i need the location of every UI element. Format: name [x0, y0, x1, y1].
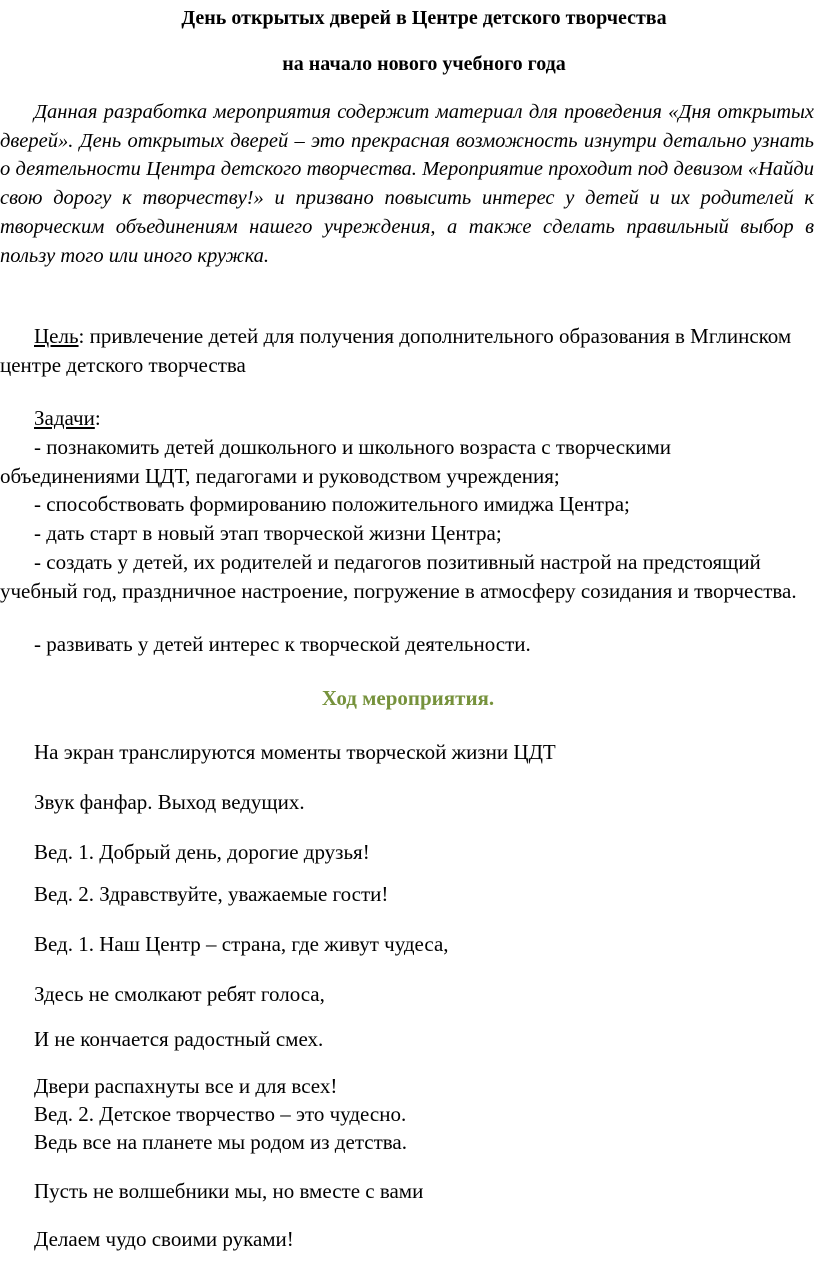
- goal-label: Цель: [34, 324, 79, 348]
- script-line: Вед. 2. Здравствуйте, уважаемые гости!: [34, 882, 389, 906]
- section-title: Ход мероприятия.: [321, 686, 495, 710]
- script-line: Здесь не смолкают ребят голоса,: [34, 982, 325, 1006]
- script-line: Вед. 1. Добрый день, дорогие друзья!: [34, 840, 370, 864]
- goal-text: : привлечение детей для получения дополнительного образования в Мглинском центре детского творчества: [0, 324, 792, 377]
- tasks-colon: :: [94, 406, 101, 430]
- intro-paragraph: Данная разработка мероприятия содержит материал для проведения «Дня открытых дверей». День открытых дверей – это прекрасная возможность изнутри детально узнать о деятельности Центра детского творчества. Мероприятие проходит под девизом «Найди свою дорогу к творчеству!» и призвано повысить интерес у детей и их родителей к творческим объединениям нашего учреждения, а также сделать правильный выбор в пользу того или иного кружка.: [0, 101, 814, 267]
- task-item: - создать у детей, их родителей и педагогов позитивный настрой на предстоящий учебный год, праздничное настроение, погружение в атмосферу созидания и творчества.: [0, 550, 797, 603]
- script-line: И не кончается радостный смех.: [34, 1027, 324, 1051]
- document-title-line-1: День открытых дверей в Центре детского творчества: [181, 7, 667, 29]
- task-item: - познакомить детей дошкольного и школьного возраста с творческими объединениями ЦДТ, педагогами и руководством учреждения;: [0, 435, 672, 488]
- script-line: Ведь все на планете мы родом из детства.: [34, 1130, 407, 1154]
- script-line: Пусть не волшебники мы, но вместе с вами: [34, 1179, 424, 1203]
- script-line: Вед. 2. Детское творчество – это чудесно.: [34, 1102, 407, 1126]
- task-item: - способствовать формированию положительного имиджа Центра;: [34, 492, 630, 516]
- goal-paragraph: [0, 322, 814, 379]
- script-line: Вед. 1. Наш Центр – страна, где живут чудеса,: [34, 932, 449, 956]
- document-title-line-2: на начало нового учебного года: [282, 53, 566, 75]
- task-item: - развивать у детей интерес к творческой деятельности.: [34, 632, 531, 656]
- script-line: Двери распахнуты все и для всех!: [34, 1074, 338, 1098]
- script-line: Звук фанфар. Выход ведущих.: [34, 790, 305, 814]
- script-line: На экран транслируются моменты творческой жизни ЦДТ: [34, 740, 556, 764]
- tasks-heading: [0, 404, 814, 433]
- tasks-label: Задачи: [34, 406, 95, 430]
- task-item: - дать старт в новый этап творческой жизни Центра;: [34, 521, 502, 545]
- script-line: Делаем чудо своими руками!: [34, 1227, 294, 1251]
